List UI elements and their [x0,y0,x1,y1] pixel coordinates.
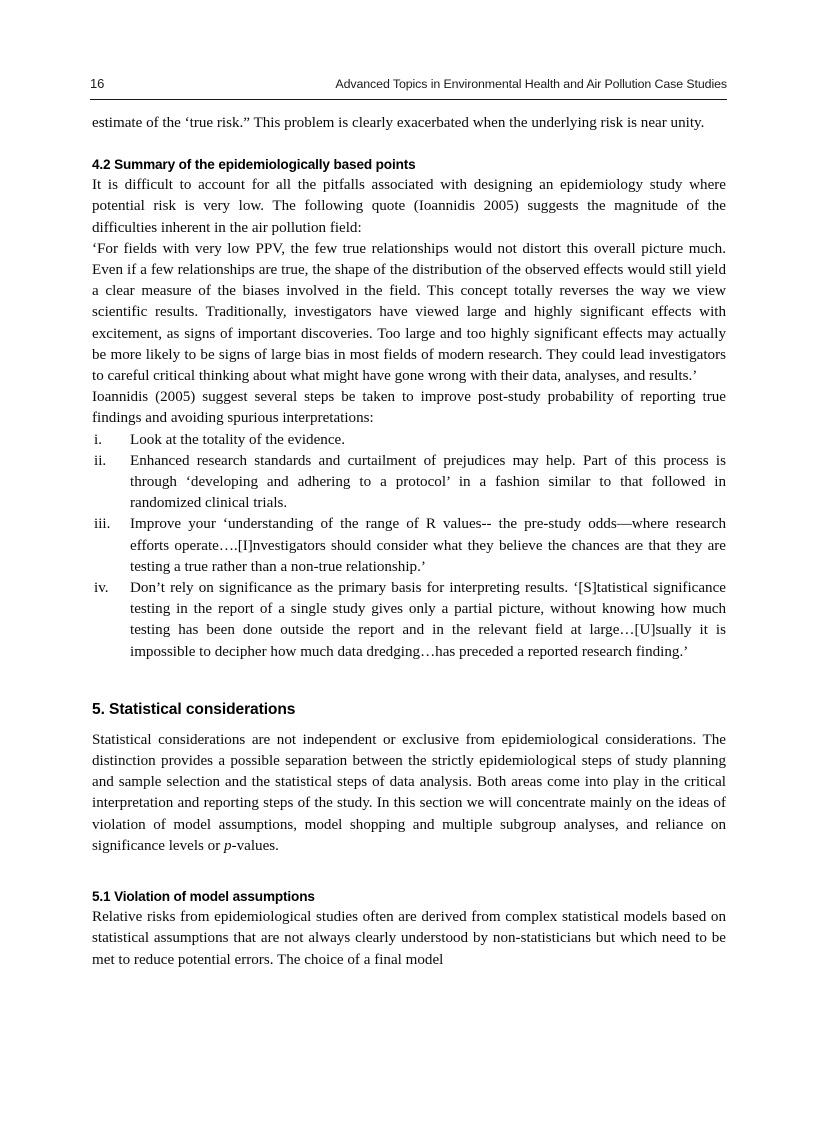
spacer [92,663,726,699]
recommendations-list [92,430,726,663]
running-header [90,76,727,98]
text-column [92,113,726,971]
list-item [92,578,726,663]
list-item [92,430,726,451]
p-value-italic: p [224,837,232,854]
paragraph-5-1 [92,730,726,857]
paragraph-4-2-1: It is difficult to account for all the pitfalls associated with designing an epidemiology study where potential risk is very low. The following quote (Ioannidis 2005) suggests the magnitude of the difficulties inherent in the air pollution field: [92,177,726,236]
ioannidis-quote: ‘For fields with very low PPV, the few true relationships would not distort this overall picture much. Even if a few relationships are true, the shape of the distribution of the observed effects would still yield a clear measure of the biases involved in the field. This concept totally reverses the way we view scientific results. Traditionally, investigators have viewed large and highly significant effects with excitement, as signs of important discoveries. Too large and too highly significant effects may actually be more likely to be signs of large bias in most fields of modern research. They could lead investigators to careful critical thinking about what might have gone wrong with their data, analyses, and results.’ [92,240,726,385]
header-divider [90,99,727,100]
heading-5-1: 5.1 Violation of model assumptions [92,889,315,905]
page-number: 16 [90,76,105,91]
paragraph-5-1-body: Relative risks from epidemiological studies often are derived from complex statistical models based on statistical assumptions that are not always clearly understood by non-statisticians but which need to be met to reduce potential errors. The choice of a final model [92,909,726,968]
list-intro-paragraph: Ioannidis (2005) suggest several steps be taken to improve post-study probability of reporting true findings and avoiding spurious interpretations: [92,389,726,427]
spacer [92,721,726,730]
list-item-text: Improve your ‘understanding of the range of R values-- the pre-study odds—where research efforts operate….[I]nvestigators should consider what they believe the chances are that they are testing a true rather than a non-true relationship.’ [130,516,726,575]
spacer [92,134,726,155]
list-item-text: Don’t rely on significance as the primary basis for interpreting results. ‘[S]tatistical significance testing in the report of a single study gives only a partial picture, without knowing how much testing has been done outside the report and in the relevant field at large…[U]sually it is impossible to decipher how much data dredging…has preceded a reported research finding.’ [130,580,726,660]
heading-5: 5. Statistical considerations [92,700,296,718]
intro-paragraph: estimate of the ‘true risk.” This problem is clearly exacerbated when the underlying risk is near unity. [92,115,705,131]
running-header-title: Advanced Topics in Environmental Health and Air Pollution Case Studies [335,77,727,91]
list-item [92,451,726,515]
list-marker: iv. [94,580,109,597]
paragraph-5-1-text-b: -values. [231,837,279,854]
list-marker: i. [94,431,102,448]
list-item-text: Enhanced research standards and curtailment of prejudices may help. Part of this process is through ‘developing and adhering to a protocol’ in a fashion similar to that followed in randomized clinical trials. [130,452,726,512]
spacer [92,857,726,887]
list-marker: iii. [94,516,111,533]
heading-4-2: 4.2 Summary of the epidemiologically based points [92,157,416,173]
paragraph-5-1-text-a: Statistical considerations are not independent or exclusive from epidemiological considerations. The distinction provides a possible separation between the strictly epidemiological steps of study planning and sample selection and the statistical steps of data analysis. Both areas come into play in the critical interpretation and reporting steps of the study. In this section we will concentrate mainly on the ideas of violation of model assumptions, model shopping and multiple subgroup analyses, and reliance on significance levels or [92,731,726,854]
list-item [92,514,726,578]
list-marker: ii. [94,452,107,469]
list-item-text: Look at the totality of the evidence. [130,431,346,448]
